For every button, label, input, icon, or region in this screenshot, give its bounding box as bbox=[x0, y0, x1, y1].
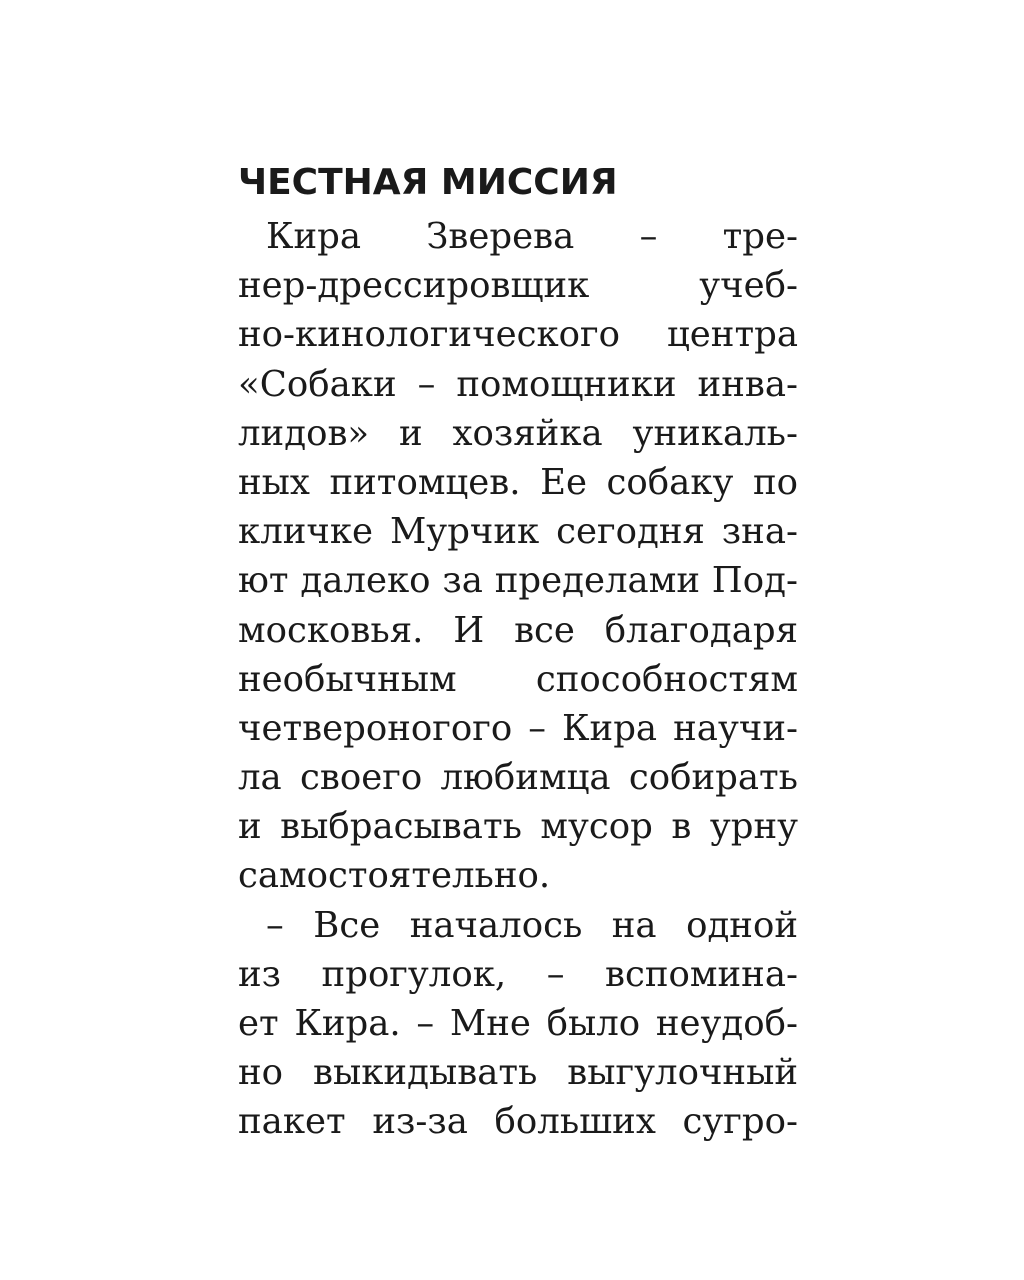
article-title: ЧЕСТНАЯ МИССИЯ bbox=[238, 162, 618, 203]
text-line: «Собаки – помощники инва- bbox=[238, 363, 798, 405]
text-line: нер-дрессировщик учеб- bbox=[238, 265, 798, 307]
text-line: и выбрасывать мусор в урну bbox=[238, 806, 798, 848]
article bbox=[238, 160, 798, 1147]
text-line: ных питомцев. Ее собаку по bbox=[238, 461, 798, 503]
text-line: московья. И все благодаря bbox=[238, 609, 798, 651]
text-line: кличке Мурчик сегодня зна- bbox=[238, 511, 798, 553]
text-line: ют далеко за пределами Под- bbox=[238, 560, 798, 602]
text-line: лидов» и хозяйка уникаль- bbox=[238, 412, 798, 454]
text-line: – Все началось на одной bbox=[266, 904, 798, 946]
text-line: самостоятельно. bbox=[238, 855, 551, 897]
text-line: ла своего любимца собирать bbox=[238, 757, 798, 799]
text-line: но-кинологического центра bbox=[238, 314, 798, 356]
text-line: необычным способностям bbox=[238, 658, 798, 700]
article-body bbox=[238, 212, 798, 1147]
text-line: Кира Зверева – тре- bbox=[266, 216, 798, 257]
text-line: четвероногого – Кира научи- bbox=[238, 707, 798, 749]
text-line: ет Кира. – Мне было неудоб- bbox=[238, 1003, 798, 1044]
text-line: пакет из-за больших сугро- bbox=[238, 1101, 798, 1143]
text-line: но выкидывать выгулочный bbox=[238, 1052, 798, 1094]
text-line: из прогулок, – вспомина- bbox=[238, 953, 798, 995]
